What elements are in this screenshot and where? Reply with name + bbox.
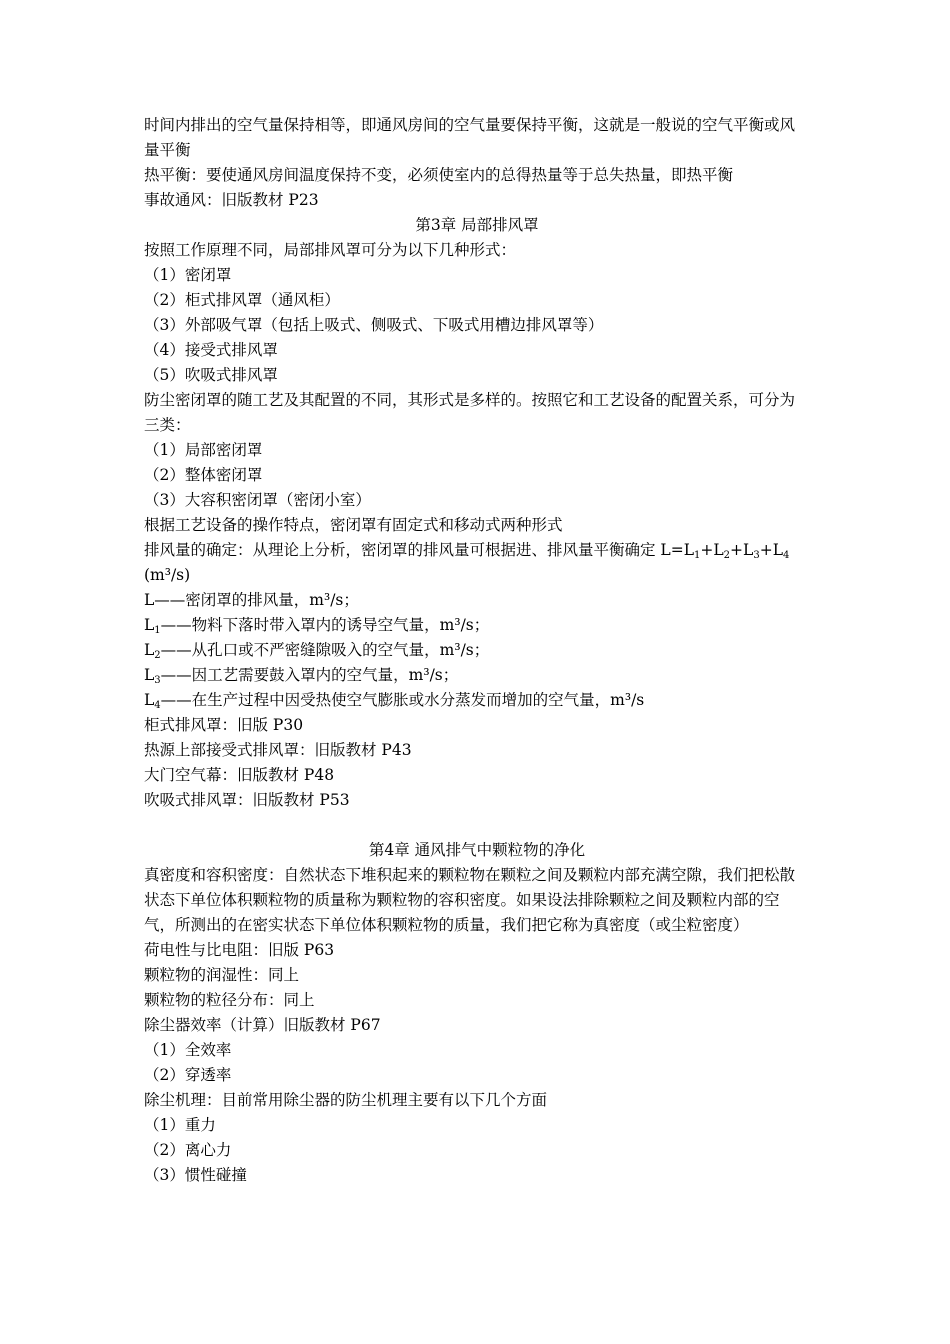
definition-text: ——从孔口或不严密缝隙吸入的空气量，m³/s； bbox=[160, 641, 490, 659]
chapter-3-title: 第3章 局部排风罩 bbox=[415, 216, 539, 234]
paragraph-accident-ventilation: 事故通风：旧版教材 P23 bbox=[144, 191, 319, 209]
paragraph-hood-types-intro: 按照工作原理不同，局部排风罩可分为以下几种形式： bbox=[144, 241, 517, 259]
formula-text: +L bbox=[759, 541, 783, 559]
symbol: L bbox=[144, 666, 155, 684]
formula-subscript: 2 bbox=[723, 550, 731, 561]
list-item: （3）惯性碰撞 bbox=[144, 1166, 247, 1184]
chapter-4-title: 第4章 通风排气中颗粒物的净化 bbox=[368, 841, 586, 859]
list-item: （1）重力 bbox=[144, 1116, 216, 1134]
list-item: （1）密闭罩 bbox=[144, 266, 232, 284]
paragraph-air-balance: 时间内排出的空气量保持相等，即通风房间的空气量要保持平衡，这就是一般说的空气平衡或风量平衡 bbox=[144, 116, 796, 159]
paragraph-density: 真密度和容积密度：自然状态下堆积起来的颗粒物在颗粒之间及颗粒内部充满空隙，我们把松散状态下单位体积颗粒物的质量称为颗粒物的容积密度。如果设法排除颗粒之间及颗粒内部的空气，所测出的在密实状态下单位体积颗粒物的质量，我们把它称为真密度（或尘粒密度） bbox=[144, 866, 796, 934]
list-item: （5）吹吸式排风罩 bbox=[144, 366, 278, 384]
formula-text: 排风量的确定：从理论上分析，密闭罩的排风量可根据进、排风量平衡确定 L=L bbox=[144, 541, 695, 559]
symbol-subscript: 2 bbox=[154, 650, 161, 661]
paragraph-enclosure-classes: 防尘密闭罩的随工艺及其配置的不同，其形式是多样的。按照它和工艺设备的配置关系，可分为三类： bbox=[144, 391, 796, 434]
list-item: （2）整体密闭罩 bbox=[144, 466, 263, 484]
reference-air-curtain: 大门空气幕：旧版教材 P48 bbox=[144, 766, 335, 784]
formula-subscript: 3 bbox=[753, 550, 760, 561]
list-item: （3）外部吸气罩（包括上吸式、侧吸式、下吸式用槽边排风罩等） bbox=[144, 316, 604, 334]
reference-push-pull-hood: 吹吸式排风罩：旧版教材 P53 bbox=[144, 791, 350, 809]
reference-cabinet-hood: 柜式排风罩：旧版 P30 bbox=[144, 716, 304, 734]
formula-unit: (m³/s) bbox=[144, 566, 191, 584]
symbol: L bbox=[144, 691, 155, 709]
reference-wettability: 颗粒物的润湿性：同上 bbox=[144, 966, 300, 984]
symbol: L bbox=[144, 641, 155, 659]
definition-L2 bbox=[144, 638, 810, 663]
formula-subscript: 4 bbox=[782, 550, 790, 561]
symbol-subscript: 1 bbox=[154, 625, 161, 636]
list-item: （2）离心力 bbox=[144, 1141, 232, 1159]
list-item: （1）局部密闭罩 bbox=[144, 441, 263, 459]
reference-receiving-hood: 热源上部接受式排风罩：旧版教材 P43 bbox=[144, 741, 412, 759]
symbol-subscript: 4 bbox=[154, 700, 161, 711]
paragraph-exhaust-formula bbox=[144, 538, 810, 588]
symbol-subscript: 3 bbox=[154, 675, 161, 686]
symbol: L bbox=[144, 616, 155, 634]
spacer bbox=[144, 813, 810, 838]
paragraph-mechanisms: 除尘机理：目前常用除尘器的防尘机理主要有以下几个方面 bbox=[144, 1091, 548, 1109]
paragraph-heat-balance: 热平衡：要使通风房间温度保持不变，必须使室内的总得热量等于总失热量，即热平衡 bbox=[144, 166, 734, 184]
formula-text: +L bbox=[700, 541, 724, 559]
reference-size-distribution: 颗粒物的粒径分布：同上 bbox=[144, 991, 315, 1009]
formula-subscript: 1 bbox=[694, 550, 701, 561]
list-item: （2）柜式排风罩（通风柜） bbox=[144, 291, 340, 309]
paragraph-enclosure-forms: 根据工艺设备的操作特点，密闭罩有固定式和移动式两种形式 bbox=[144, 516, 563, 534]
definition-L: L——密闭罩的排风量，m³/s； bbox=[144, 591, 359, 609]
list-item: （4）接受式排风罩 bbox=[144, 341, 278, 359]
definition-text: ——因工艺需要鼓入罩内的空气量，m³/s； bbox=[160, 666, 459, 684]
definition-L1 bbox=[144, 613, 810, 638]
list-item: （3）大容积密闭罩（密闭小室） bbox=[144, 491, 371, 509]
list-item: （1）全效率 bbox=[144, 1041, 232, 1059]
list-item: （2）穿透率 bbox=[144, 1066, 232, 1084]
definition-L4 bbox=[144, 688, 810, 713]
definition-text: ——物料下落时带入罩内的诱导空气量，m³/s； bbox=[160, 616, 490, 634]
definition-L3 bbox=[144, 663, 810, 688]
document-page bbox=[144, 113, 810, 1188]
formula-text: +L bbox=[730, 541, 754, 559]
reference-collector-efficiency: 除尘器效率（计算）旧版教材 P67 bbox=[144, 1016, 381, 1034]
definition-text: ——在生产过程中因受热使空气膨胀或水分蒸发而增加的空气量，m³/s bbox=[160, 691, 645, 709]
reference-resistivity: 荷电性与比电阻：旧版 P63 bbox=[144, 941, 335, 959]
